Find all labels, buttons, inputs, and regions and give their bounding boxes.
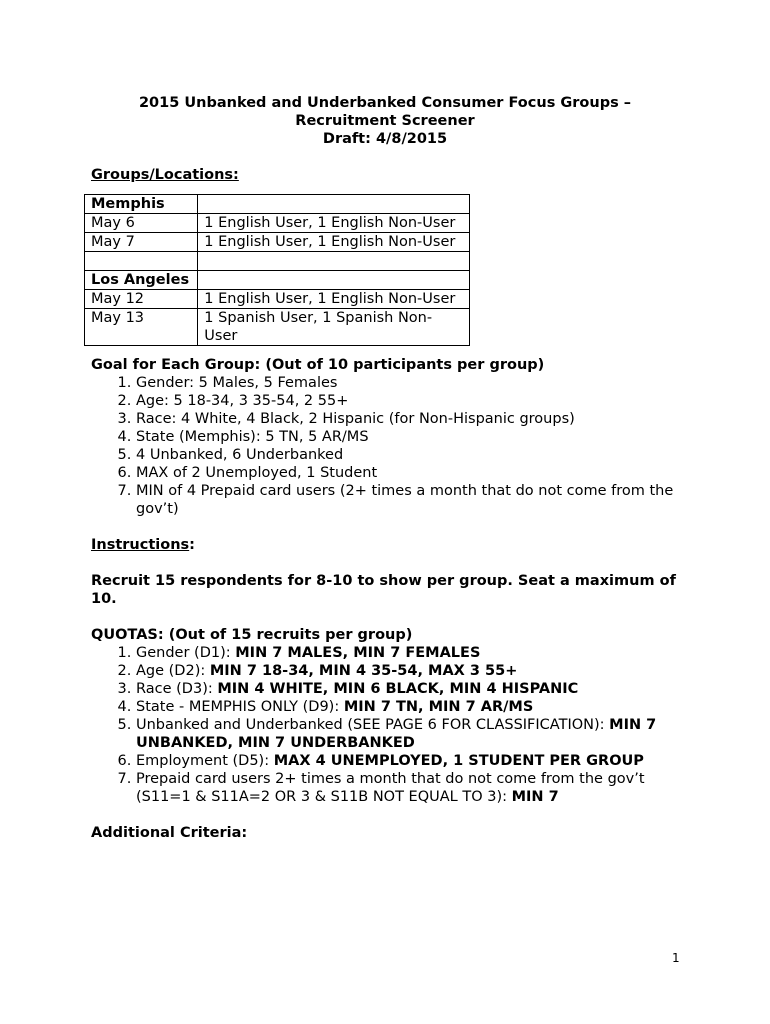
table-cell: May 6 (85, 214, 198, 233)
quota-value: MIN 7 UNBANKED, MIN 7 UNDERBANKED (136, 717, 657, 751)
quota-label: Gender (D1): (136, 645, 236, 661)
additional-criteria-heading: Additional Criteria: (91, 825, 248, 841)
table-cell (198, 195, 470, 214)
quota-value: MIN 7 18-34, MIN 4 35-54, MAX 3 55+ (209, 663, 518, 679)
table-cell: Los Angeles (85, 271, 198, 290)
list-item (136, 770, 681, 806)
table-cell: 1 Spanish User, 1 Spanish Non-User (198, 309, 470, 346)
list-item (136, 662, 681, 680)
table-cell (198, 252, 470, 271)
title-line-3: Draft: 4/8/2015 (322, 131, 448, 147)
quota-label: Prepaid card users 2+ times a month that do not come from the gov’t (S11=1 & S11A=2 OR 3 & S11B NOT EQUAL TO 3): (136, 771, 645, 805)
table-row (85, 195, 470, 214)
list-item: 4. State (Memphis): 5 TN, 5 AR/MS (136, 428, 681, 446)
instructions-heading-text: Instructions (91, 537, 190, 553)
document-page (91, 94, 681, 842)
table-cell: Memphis (85, 195, 198, 214)
table-cell (85, 252, 198, 271)
quota-label: Age (D2): (136, 663, 210, 679)
quota-value: MIN 7 MALES, MIN 7 FEMALES (235, 645, 481, 661)
quota-label: Race (D3): (136, 681, 218, 697)
list-item: 3. Race: 4 White, 4 Black, 2 Hispanic (for Non-Hispanic groups) (136, 410, 681, 428)
instructions-text: Recruit 15 respondents for 8-10 to show per group. Seat a maximum of 10. (91, 573, 676, 607)
table-cell: 1 English User, 1 English Non-User (198, 214, 470, 233)
table-cell: 1 English User, 1 English Non-User (198, 290, 470, 309)
quota-value: MIN 7 TN, MIN 7 AR/MS (343, 699, 534, 715)
table-row (85, 233, 470, 252)
groups-table (84, 194, 470, 346)
table-row (85, 309, 470, 346)
list-item: 1. Gender: 5 Males, 5 Females (136, 374, 681, 392)
quota-label: Unbanked and Underbanked (SEE PAGE 6 FOR CLASSIFICATION): (136, 717, 610, 733)
goal-heading: Goal for Each Group: (Out of 10 participants per group) (91, 357, 545, 373)
groups-heading: Groups/Locations: (91, 167, 239, 183)
table-cell (198, 271, 470, 290)
list-item: 7. MIN of 4 Prepaid card users (2+ times a month that do not come from the gov’t) (136, 482, 681, 518)
table-row (85, 252, 470, 271)
table-cell: May 13 (85, 309, 198, 346)
quotas-heading: QUOTAS: (Out of 15 recruits per group) (91, 627, 413, 643)
page-number: 1 (672, 951, 680, 965)
list-item: 6. MAX of 2 Unemployed, 1 Student (136, 464, 681, 482)
quota-label: State - MEMPHIS ONLY (D9): (136, 699, 344, 715)
title-line-1: 2015 Unbanked and Underbanked Consumer Focus Groups – (138, 95, 632, 111)
table-row (85, 271, 470, 290)
table-row (85, 214, 470, 233)
goal-list (91, 374, 681, 518)
list-item: 5. 4 Unbanked, 6 Underbanked (136, 446, 681, 464)
list-item (136, 644, 681, 662)
instructions-heading (91, 536, 681, 554)
instructions-heading-colon: : (189, 537, 195, 553)
list-item (136, 716, 681, 752)
list-item (136, 752, 681, 770)
quota-value: MIN 7 (511, 789, 559, 805)
table-cell: May 7 (85, 233, 198, 252)
table-cell: 1 English User, 1 English Non-User (198, 233, 470, 252)
list-item (136, 680, 681, 698)
quotas-list (91, 644, 681, 806)
document-title (91, 94, 679, 148)
table-cell: May 12 (85, 290, 198, 309)
title-line-2: Recruitment Screener (295, 113, 475, 129)
table-row (85, 290, 470, 309)
list-item (136, 698, 681, 716)
list-item: 2. Age: 5 18-34, 3 35-54, 2 55+ (136, 392, 681, 410)
quota-value: MIN 4 WHITE, MIN 6 BLACK, MIN 4 HISPANIC (217, 681, 579, 697)
quota-label: Employment (D5): (136, 753, 274, 769)
quota-value: MAX 4 UNEMPLOYED, 1 STUDENT PER GROUP (273, 753, 644, 769)
